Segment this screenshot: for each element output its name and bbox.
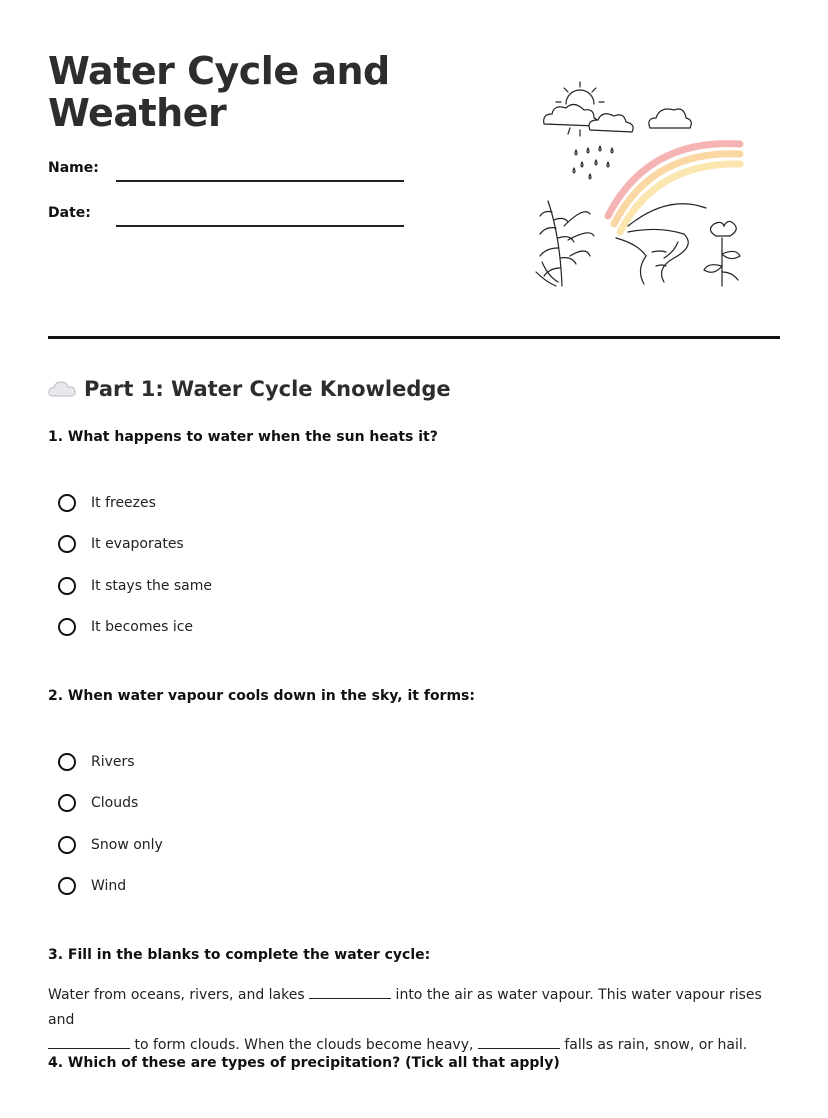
date-label: Date: (48, 205, 91, 221)
option-label: It stays the same (91, 578, 213, 594)
question-1-prompt: 1. What happens to water when the sun heats it? (48, 429, 438, 445)
option-label: Wind (91, 878, 127, 894)
radio-button[interactable] (58, 753, 76, 771)
q1-option-2[interactable] (58, 531, 184, 557)
radio-button[interactable] (58, 494, 76, 512)
q2-option-1[interactable] (58, 749, 135, 775)
q2-option-4[interactable] (58, 873, 126, 899)
option-label: It becomes ice (91, 619, 194, 635)
cloud-right-icon (649, 109, 691, 128)
part1-heading (48, 372, 451, 406)
question-3-prompt: 3. Fill in the blanks to complete the water cycle: (48, 947, 431, 963)
q3-text-d: falls as rain, snow, or hail. (559, 1037, 748, 1053)
radio-button[interactable] (58, 877, 76, 895)
q3-text-b: into the air as water vapour. This water vapour rises and (48, 987, 762, 1028)
date-blank-line[interactable] (116, 225, 404, 227)
blank-1[interactable] (309, 984, 391, 999)
q1-option-1[interactable] (58, 490, 156, 516)
fill-in-paragraph (48, 983, 783, 1058)
q3-text-c: to form clouds. When the clouds become heavy, (130, 1037, 478, 1053)
flower-icon (704, 221, 740, 286)
part1-title: Part 1: Water Cycle Knowledge (84, 377, 451, 401)
option-label: Snow only (91, 837, 163, 853)
fern-icon (536, 201, 594, 286)
radio-button[interactable] (58, 794, 76, 812)
name-field (48, 160, 408, 190)
weather-scene-icon (528, 76, 760, 290)
rain-drops-icon (573, 146, 613, 179)
q1-option-3[interactable] (58, 573, 212, 599)
blank-3[interactable] (478, 1034, 560, 1049)
question-4-prompt: 4. Which of these are types of precipitation? (Tick all that apply) (48, 1055, 560, 1071)
q1-option-4[interactable] (58, 614, 193, 640)
radio-button[interactable] (58, 836, 76, 854)
radio-button[interactable] (58, 577, 76, 595)
date-field (48, 205, 408, 235)
worksheet-title (48, 50, 390, 134)
q2-option-2[interactable] (58, 790, 138, 816)
cloud-icon (48, 378, 76, 400)
blank-2[interactable] (48, 1034, 130, 1049)
radio-button[interactable] (58, 535, 76, 553)
title-line-2: Weather (48, 91, 227, 135)
cloud-middle-icon (589, 114, 633, 132)
option-label: It freezes (91, 495, 156, 511)
radio-button[interactable] (58, 618, 76, 636)
option-label: Clouds (91, 795, 139, 811)
name-label: Name: (48, 160, 99, 176)
title-line-1: Water Cycle and (48, 49, 390, 93)
header-divider (48, 336, 780, 339)
q3-text-a: Water from oceans, rivers, and lakes (48, 987, 310, 1003)
rainbow-icon (608, 144, 740, 232)
q2-option-3[interactable] (58, 832, 163, 858)
name-blank-line[interactable] (116, 180, 404, 182)
question-2-prompt: 2. When water vapour cools down in the sky, it forms: (48, 688, 475, 704)
option-label: It evaporates (91, 536, 184, 552)
option-label: Rivers (91, 754, 135, 770)
